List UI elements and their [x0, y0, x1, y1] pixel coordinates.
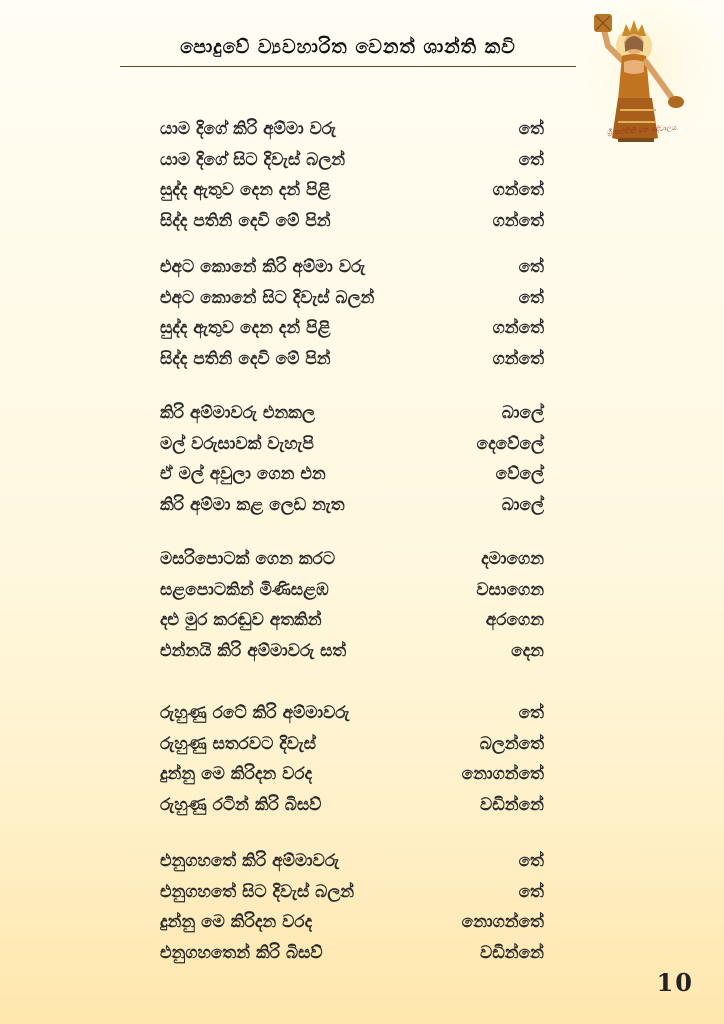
emblem-caption: ශ්‍රී පත්තිනි මහ දේවාලය: [606, 123, 677, 137]
page-number: 10: [656, 968, 694, 997]
verse-refrain: බලන්තේ: [479, 733, 544, 754]
verse-line: [160, 344, 550, 375]
verse-refrain: අරගෙන: [485, 610, 544, 631]
verse-text: සිද්ද පතිනි දෙවි මේ පින්: [160, 348, 331, 369]
verse-text: රුහුණු සතරවට දිවැස්: [160, 733, 316, 754]
verse-refrain: තේ: [518, 881, 544, 902]
verse-text: රුහුණු රටේ කිරි අම්මාවරු: [160, 703, 350, 724]
verse-text: දළු මුර කරඬුව අතකින්: [160, 610, 322, 631]
verse-line: [160, 907, 550, 938]
verse-refrain: තේ: [518, 287, 544, 308]
verse-refrain: ගන්තේ: [492, 180, 544, 201]
verse-line: [160, 313, 550, 344]
verse-text: දුන්නු මෙ කිරිදන වරද: [160, 912, 313, 933]
stanza-3: [160, 398, 550, 520]
verse-line: [160, 605, 550, 636]
page-title: පොදුවේ ව්‍යවහාරිත වෙනත් ශාන්ති කවි: [180, 36, 516, 58]
stanza-6: [160, 846, 550, 968]
verse-text: එඅට කොනේ කිරි අම්මා වරු: [160, 257, 366, 278]
verse-refrain: වඩින්නේ: [479, 942, 544, 963]
verse-text: එන්නයි කිරි අම්මාවරු සත්: [160, 640, 347, 661]
verse-text: ඒ මල් අවුලා ගෙන එන: [160, 464, 326, 485]
verse-line: [160, 206, 550, 237]
stanza-2: [160, 252, 550, 374]
verse-line: [160, 145, 550, 176]
verse-refrain: බාලේ: [501, 494, 544, 515]
verse-refrain: දමාගෙන: [481, 549, 544, 570]
verse-line: [160, 252, 550, 283]
verse-text: රුහුණු රටින් කිරි බිසව්: [160, 794, 322, 815]
verse-text: මල් වරුසාවක් වැහැපි: [160, 433, 314, 454]
verse-text: සුද්ද ඇතුව දෙන දන් පිළි: [160, 318, 331, 339]
verse-text: සළපොටකින් මිණිසළඹ: [160, 579, 329, 600]
verse-line: [160, 698, 550, 729]
verse-refrain: ගන්තේ: [492, 318, 544, 339]
verse-line: [160, 544, 550, 575]
verse-line: [160, 114, 550, 145]
verse-refrain: ගන්තේ: [492, 210, 544, 231]
verse-text: එනුගහතේ කිරි අම්මාවරු: [160, 851, 340, 872]
verse-line: [160, 636, 550, 667]
verse-line: [160, 790, 550, 821]
stanza-5: [160, 698, 550, 820]
verse-line: [160, 938, 550, 969]
verse-line: [160, 459, 550, 490]
verse-refrain: දෙවේලේ: [476, 433, 544, 454]
stanza-4: [160, 544, 550, 666]
verse-text: කිරි අම්මා කළ ලෙඩ නැත: [160, 494, 345, 515]
verse-line: [160, 729, 550, 760]
verse-line: [160, 490, 550, 521]
verse-text: සිද්ද පතිනි දෙවි මේ පින්: [160, 210, 331, 231]
verse-line: [160, 283, 550, 314]
verse-text: මසරිපොටක් ගෙන කරට: [160, 549, 336, 570]
verse-line: [160, 759, 550, 790]
stanza-1: [160, 114, 550, 236]
verse-line: [160, 846, 550, 877]
verse-refrain: වේලේ: [495, 464, 544, 485]
verse-refrain: නොගන්තේ: [461, 912, 544, 933]
verse-text: එඅට කොනේ සිට දිවැස් බලන්: [160, 287, 375, 308]
verse-refrain: තේ: [518, 851, 544, 872]
verse-refrain: දෙන: [511, 640, 544, 661]
verse-text: යාම දිගේ කිරි අම්මා වරු: [160, 119, 337, 140]
verse-text: එනුගහතේ සිට දිවැස් බලන්: [160, 881, 355, 902]
verse-line: [160, 575, 550, 606]
verse-line: [160, 429, 550, 460]
verse-refrain: වඩින්නේ: [479, 794, 544, 815]
verse-refrain: තේ: [518, 149, 544, 170]
verse-refrain: බාලේ: [501, 403, 544, 424]
verse-text: දුන්නු මෙ කිරිදන වරද: [160, 764, 313, 785]
verse-text: සුද්ද ඇතුව දෙන දන් පිළි: [160, 180, 331, 201]
verse-line: [160, 175, 550, 206]
verse-refrain: තේ: [518, 119, 544, 140]
verse-refrain: ගන්තේ: [492, 348, 544, 369]
verse-refrain: නොගන්තේ: [461, 764, 544, 785]
title-underline: [120, 66, 576, 67]
verse-refrain: තේ: [518, 703, 544, 724]
verse-text: යාම දිගේ සිට දිවැස් බලන්: [160, 149, 346, 170]
verse-refrain: තේ: [518, 257, 544, 278]
verse-line: [160, 877, 550, 908]
verse-line: [160, 398, 550, 429]
verse-refrain: වසාගෙන: [476, 579, 544, 600]
verse-text: කිරි අම්මාවරු එනකල: [160, 403, 315, 424]
verse-text: එනුගහතෙන් කිරි බිසව්: [160, 942, 323, 963]
